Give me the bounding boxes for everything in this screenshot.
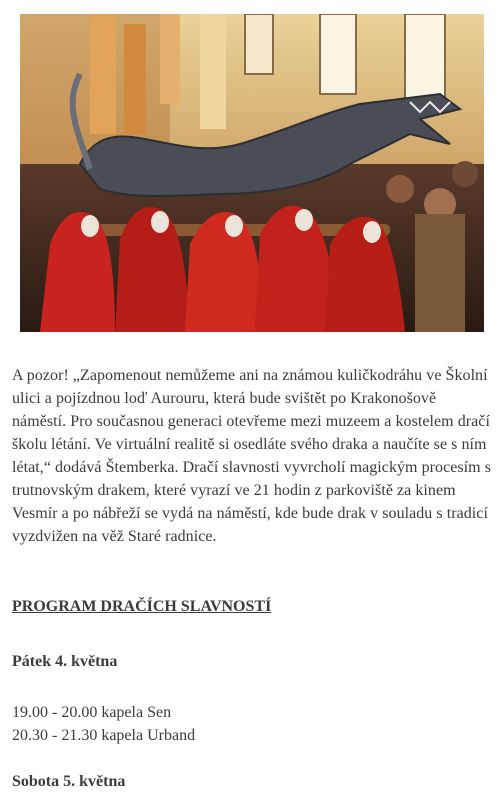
program-heading: PROGRAM DRAČÍCH SLAVNOSTÍ	[12, 598, 272, 615]
hero-photo	[20, 14, 484, 332]
article-paragraph: A pozor! „Zapomenout nemůžeme ani na známou kuličkodráhu ve Školní ulici a pojízdnou loď Aurouru, která bude svištět po Krakonošově náměstí. Pro současnou generaci otevřeme mezi muzeem a kostelem dračí školu létání. Ve virtuální realitě si osedláte svého draka a naučíte se s ním létat,“ dodává Štemberka. Dračí slavnosti vyvrcholí magickým procesím s trutnovským drakem, které vyrazí ve 21 hodin z parkoviště za kinem Vesmír a po nábřeží se vydá na náměstí, kde bude drak v souladu s tradicí vyzdvižen na věž Staré radnice.	[12, 367, 491, 545]
program-item: 20.30 - 21.30 kapela Urband	[12, 727, 196, 744]
procession-photo-illustration	[20, 14, 484, 332]
program-list-friday	[12, 701, 195, 747]
day-heading-saturday: Sobota 5. května	[12, 773, 126, 790]
day-heading-friday: Pátek 4. května	[12, 653, 118, 670]
program-item: 19.00 - 20.00 kapela Sen	[12, 704, 172, 721]
article-body	[12, 364, 492, 790]
